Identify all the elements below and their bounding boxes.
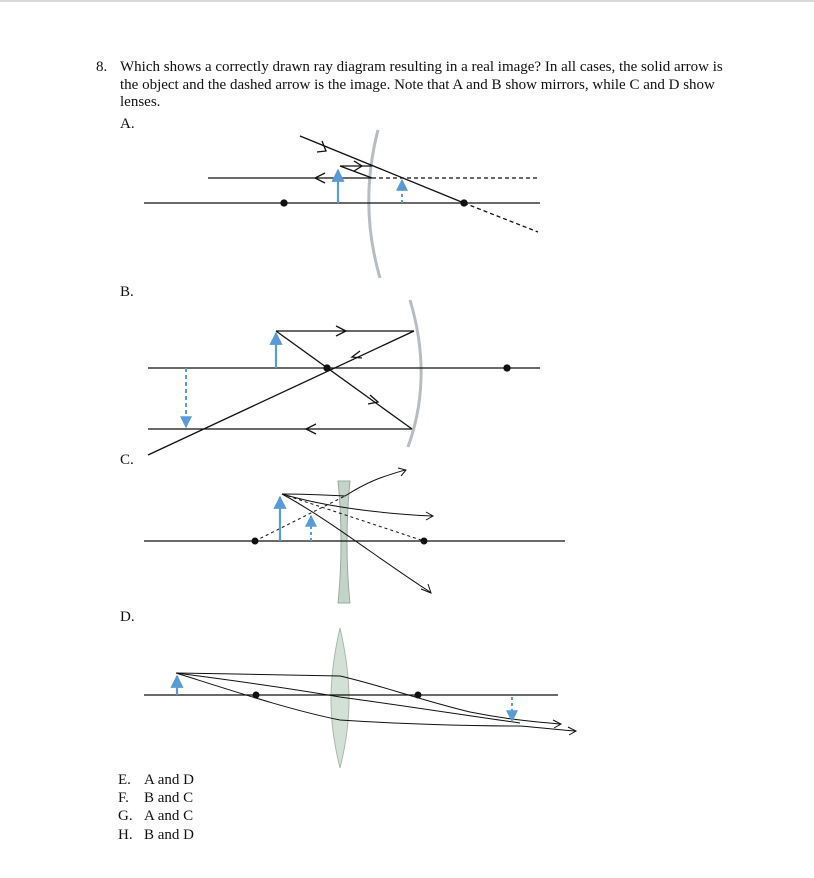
virtual-ray (464, 203, 538, 232)
diagram-a (144, 130, 540, 278)
diagram-c-label: C. (120, 452, 134, 468)
focal-point (281, 200, 287, 206)
diagram-d (144, 628, 576, 768)
option-e[interactable] (118, 771, 194, 789)
ray (148, 331, 414, 455)
option-letter: F. (118, 790, 129, 807)
ray (282, 494, 432, 516)
option-letter: G. (118, 808, 133, 825)
center-of-curvature (504, 365, 510, 371)
option-text: B and C (144, 790, 194, 807)
diagram-d-label: D. (120, 609, 135, 625)
ray-arrowhead (368, 395, 378, 404)
question-number: 8. (96, 59, 108, 75)
ray (276, 331, 412, 429)
diverging-lens (338, 481, 350, 603)
ray (340, 166, 372, 178)
answer-options (118, 771, 194, 844)
virtual-ray (282, 494, 424, 541)
virtual-ray (255, 496, 345, 541)
convex-mirror (369, 130, 380, 278)
option-g[interactable] (118, 807, 194, 825)
option-f[interactable] (118, 789, 194, 807)
diagram-b (148, 300, 540, 455)
option-h[interactable] (118, 826, 194, 844)
ray-arrowhead (352, 351, 362, 358)
question-text: Which shows a correctly drawn ray diagram resulting in a real image? In all cases, the solid arrow is the object and the dashed arrow is the image. Note that A and B show mirrors, while C and D show lenses. (120, 59, 723, 110)
diagram-b-label: B. (120, 284, 134, 300)
focal-point (421, 538, 427, 544)
option-letter: E. (118, 772, 131, 788)
diagram-c (144, 468, 565, 603)
ray-arrowhead (317, 141, 326, 152)
option-text: B and D (144, 826, 194, 843)
diagram-a-label: A. (120, 116, 135, 132)
option-letter: H. (118, 826, 133, 843)
option-text: A and C (144, 808, 194, 825)
concave-mirror (408, 300, 421, 447)
option-text: A and D (144, 772, 194, 788)
